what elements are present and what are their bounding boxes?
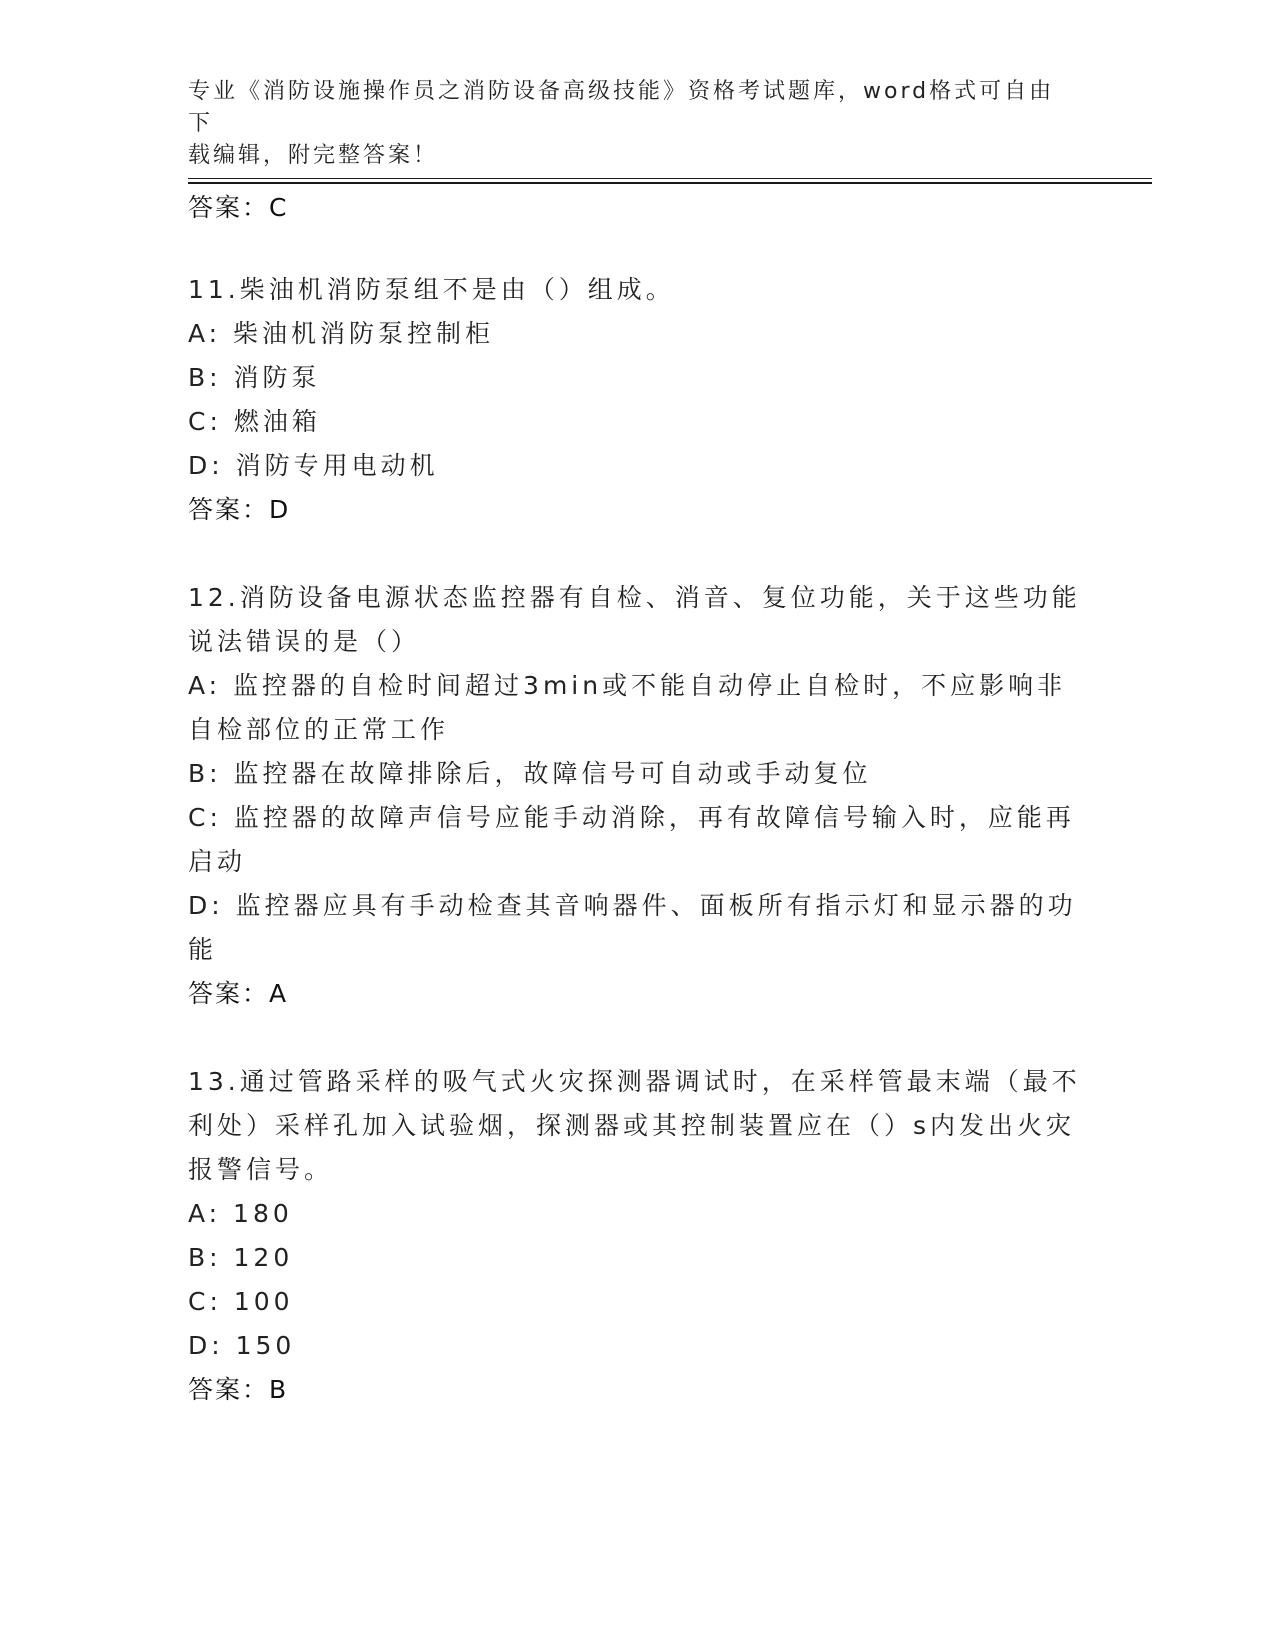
question-13-option-c: C: 100 [188,1287,294,1316]
answer-10: 答案：C [188,193,289,222]
question-13-stem-line-1: 13.通过管路采样的吸气式火灾探测器调试时，在采样管最末端（最不 [188,1067,1081,1096]
question-13-option-a: A: 180 [188,1199,293,1228]
header-line-2: 载编辑，附完整答案！ [188,143,439,168]
question-12-stem-line-1: 12.消防设备电源状态监控器有自检、消音、复位功能，关于这些功能 [188,583,1081,612]
question-12-option-a-line-1: A: 监控器的自检时间超过3min或不能自动停止自检时，不应影响非 [188,671,1067,700]
question-11-stem: 11.柴油机消防泵组不是由（）组成。 [188,275,675,304]
header-divider-thin [188,178,1152,179]
document-header [188,76,1068,172]
question-13-option-b: B: 120 [188,1243,294,1272]
question-13-answer: 答案：B [188,1375,289,1404]
header-line-1: 专业《消防设施操作员之消防设备高级技能》资格考试题库，word格式可自由下 [188,79,1055,136]
header-divider-thick [188,182,1152,184]
question-11-option-a: A: 柴油机消防泵控制柜 [188,319,495,348]
question-12-option-c-line-1: C: 监控器的故障声信号应能手动消除，再有故障信号输入时，应能再 [188,803,1075,832]
question-12-stem-line-2: 说法错误的是（） [188,627,421,656]
question-13-stem-line-3: 报警信号。 [188,1155,334,1184]
question-12-option-b: B: 监控器在故障排除后，故障信号可自动或手动复位 [188,759,872,788]
question-13-option-d: D: 150 [188,1331,296,1360]
question-11-option-b: B: 消防泵 [188,363,321,392]
question-11-answer: 答案：D [188,495,291,524]
question-12-option-d-line-1: D: 监控器应具有手动检查其音响器件、面板所有指示灯和显示器的功 [188,891,1077,920]
question-12-option-d-line-2: 能 [188,935,218,964]
question-12-option-a-line-2: 自检部位的正常工作 [188,715,450,744]
question-11-option-c: C: 燃油箱 [188,407,321,436]
question-11-option-d: D: 消防专用电动机 [188,451,439,480]
question-12-option-c-line-2: 启动 [188,847,247,876]
question-13-stem-line-2: 利处）采样孔加入试验烟，探测器或其控制装置应在（）s内发出火灾 [188,1111,1076,1140]
question-12-answer: 答案：A [188,979,289,1008]
